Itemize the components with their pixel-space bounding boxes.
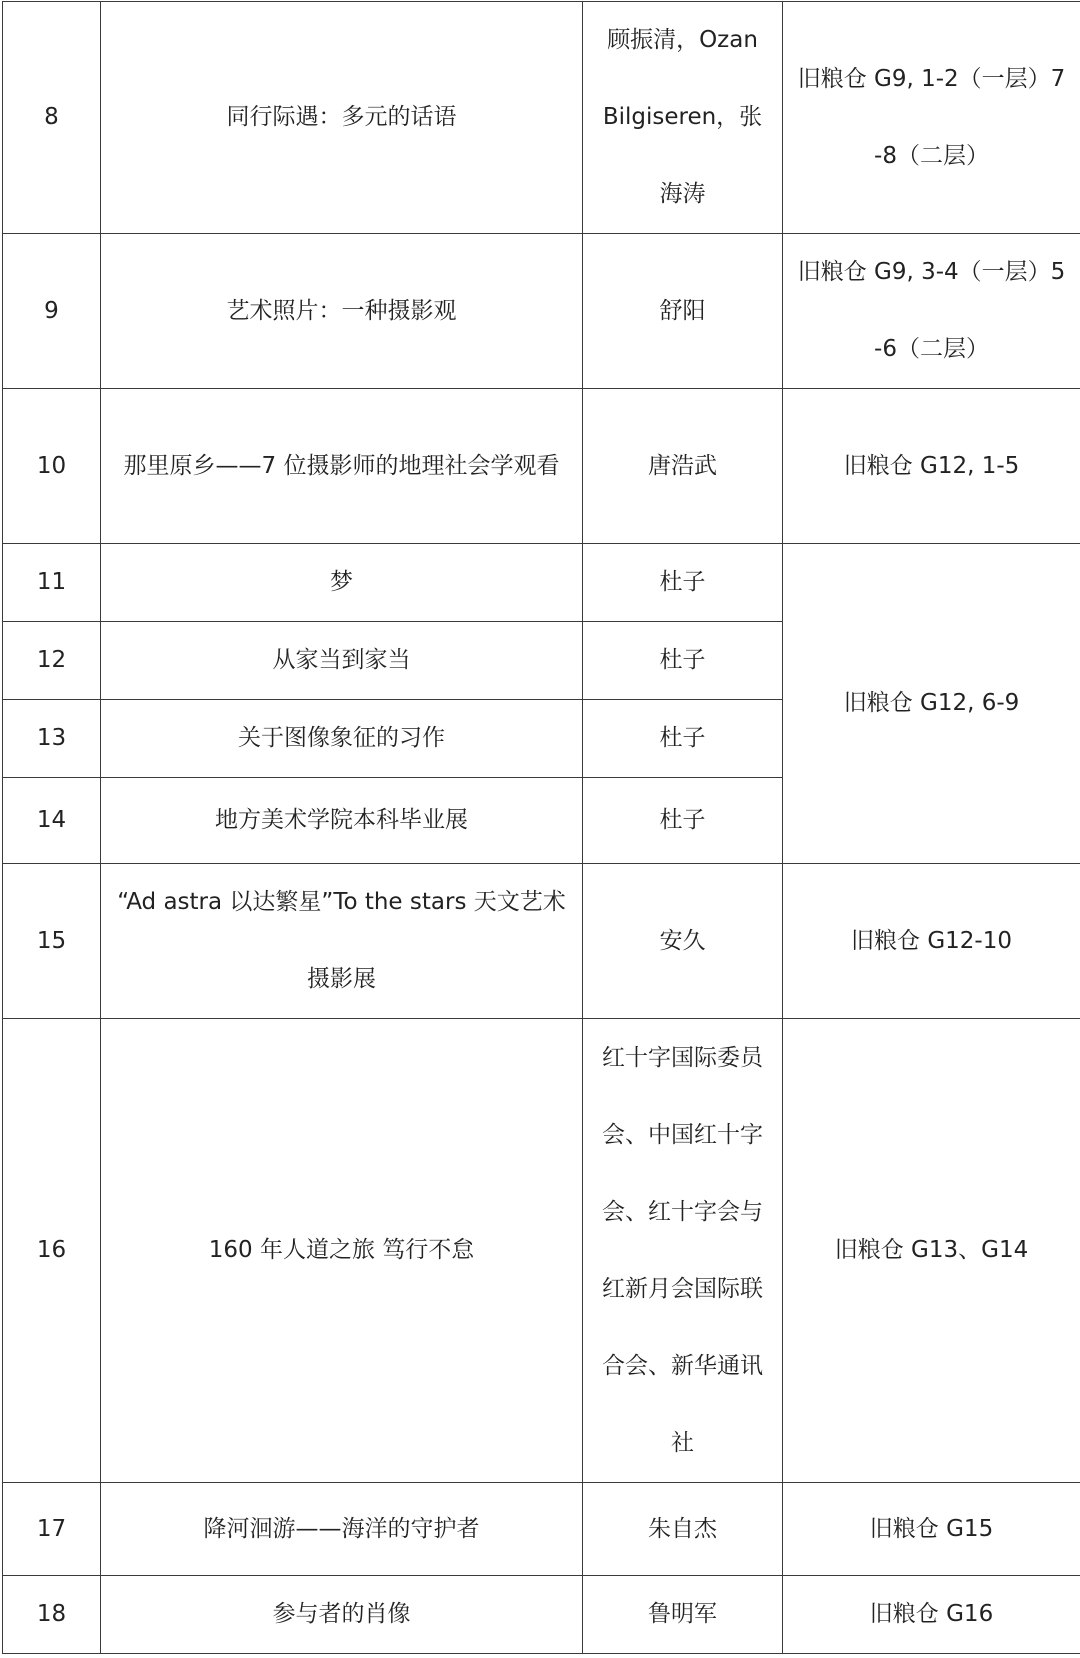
exhibition-title: 关于图像象征的习作 [101,700,583,778]
exhibition-title: 梦 [101,544,583,622]
curator-name: 安久 [583,864,783,1019]
curator-name: 杜子 [583,544,783,622]
row-number: 12 [3,622,101,700]
curator-name: 杜子 [583,700,783,778]
curator-name: 红十字国际委员会、中国红十字会、红十字会与红新月会国际联合会、新华通讯社 [583,1019,783,1483]
exhibition-title: 同行际遇：多元的话语 [101,2,583,234]
curator-name: 鲁明军 [583,1576,783,1654]
exhibition-title: “Ad astra 以达繁星”To the stars 天文艺术摄影展 [101,864,583,1019]
venue-location: 旧粮仓 G12, 6-9 [783,544,1080,864]
curator-name: 杜子 [583,778,783,864]
table-row [3,1019,1080,1483]
curator-name: 杜子 [583,622,783,700]
row-number: 10 [3,389,101,544]
row-number: 18 [3,1576,101,1654]
exhibition-title: 那里原乡——7 位摄影师的地理社会学观看 [101,389,583,544]
venue-location: 旧粮仓 G15 [783,1483,1080,1576]
table-row [3,2,1080,234]
table-row [3,544,1080,622]
table-row [3,234,1080,389]
venue-location: 旧粮仓 G9, 1-2（一层）7-8（二层） [783,2,1080,234]
venue-location: 旧粮仓 G12, 1-5 [783,389,1080,544]
venue-location: 旧粮仓 G9, 3-4（一层）5-6（二层） [783,234,1080,389]
row-number: 9 [3,234,101,389]
row-number: 17 [3,1483,101,1576]
row-number: 16 [3,1019,101,1483]
table-row [3,1576,1080,1654]
exhibition-title: 160 年人道之旅 笃行不怠 [101,1019,583,1483]
curator-name: 舒阳 [583,234,783,389]
exhibition-title: 地方美术学院本科毕业展 [101,778,583,864]
exhibition-title: 从家当到家当 [101,622,583,700]
row-number: 11 [3,544,101,622]
row-number: 13 [3,700,101,778]
row-number: 14 [3,778,101,864]
row-number: 15 [3,864,101,1019]
exhibition-title: 参与者的肖像 [101,1576,583,1654]
curator-name: 顾振清，Ozan Bilgiseren，张海涛 [583,2,783,234]
exhibition-title: 艺术照片：一种摄影观 [101,234,583,389]
table-row [3,1483,1080,1576]
venue-location: 旧粮仓 G16 [783,1576,1080,1654]
venue-location: 旧粮仓 G12-10 [783,864,1080,1019]
venue-location: 旧粮仓 G13、G14 [783,1019,1080,1483]
table-row [3,864,1080,1019]
table-row [3,389,1080,544]
exhibition-title: 降河洄游——海洋的守护者 [101,1483,583,1576]
curator-name: 朱自杰 [583,1483,783,1576]
curator-name: 唐浩武 [583,389,783,544]
row-number: 8 [3,2,101,234]
exhibition-table [2,1,1080,1654]
